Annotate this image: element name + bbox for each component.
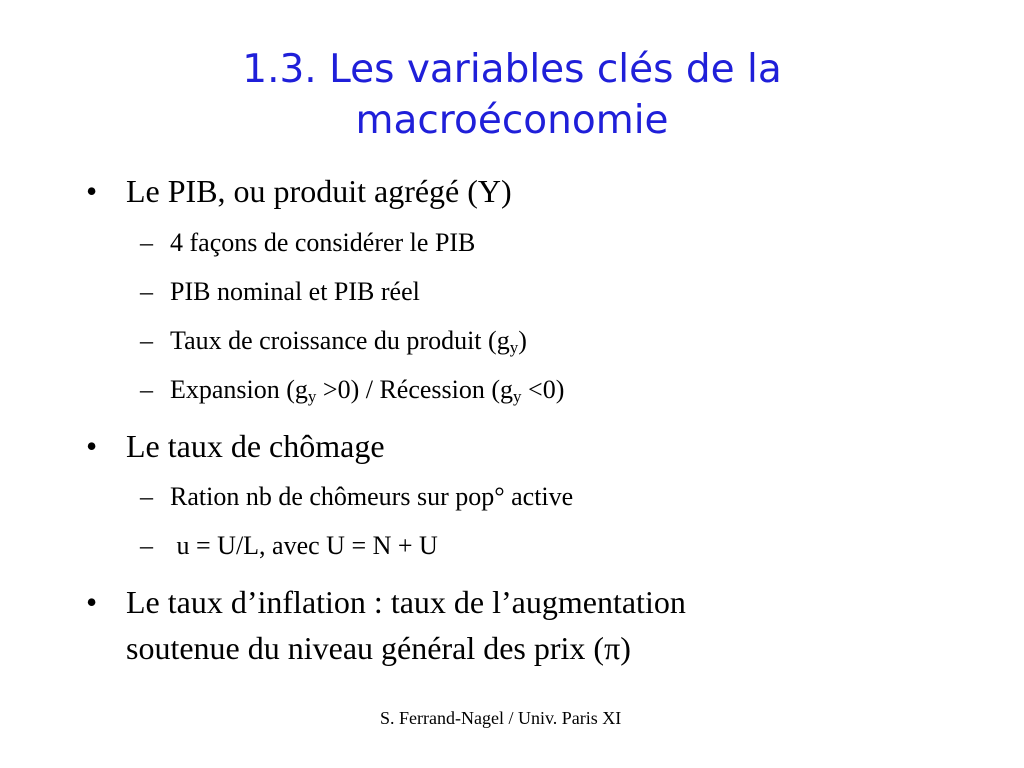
bullet-text: Le PIB, ou produit agrégé (Y) [126, 173, 512, 209]
subitem-text: Ration nb de chômeurs sur pop° active [170, 482, 574, 511]
slide-title [112, 44, 912, 146]
subscript-y: y [307, 387, 317, 406]
title-line-2: macroéconomie [355, 98, 669, 143]
subitem-text: u = U/L, avec U = N + U [170, 531, 438, 560]
title-line-1: 1.3. Les variables clés de la [242, 47, 782, 92]
footer-credit: S. Ferrand-Nagel / Univ. Paris XI [380, 708, 622, 728]
bullet-text: Le taux de chômage [126, 428, 385, 464]
bullet-dot-icon: • [86, 584, 98, 620]
bullet-dot-icon: • [86, 173, 98, 209]
dash-icon: – [140, 482, 153, 511]
subitem-text-pre: Expansion (g [170, 375, 308, 404]
subitem-text [170, 323, 527, 359]
dash-icon: – [140, 375, 153, 404]
dash-icon: – [140, 531, 153, 560]
subscript-y: y [513, 387, 522, 406]
subitem-text-post: ) [518, 326, 527, 355]
dash-icon: – [140, 277, 153, 306]
subitem-text [170, 372, 564, 408]
bullet-dot-icon: • [86, 428, 98, 464]
bullet-text-line-2: soutenue du niveau général des prix (π) [126, 630, 631, 666]
dash-icon: – [140, 326, 153, 355]
subitem-text: 4 façons de considérer le PIB [170, 228, 476, 257]
subitem-text: PIB nominal et PIB réel [170, 277, 420, 306]
bullet-text-line-1: Le taux d’inflation : taux de l’augmentation [126, 584, 686, 620]
subitem-text-mid: >0) / Récession (g [316, 375, 514, 404]
subscript-y: y [509, 338, 519, 357]
dash-icon: – [140, 228, 153, 257]
subitem-text-post: <0) [521, 375, 565, 404]
subitem-text-pre: Taux de croissance du produit (g [170, 326, 510, 355]
